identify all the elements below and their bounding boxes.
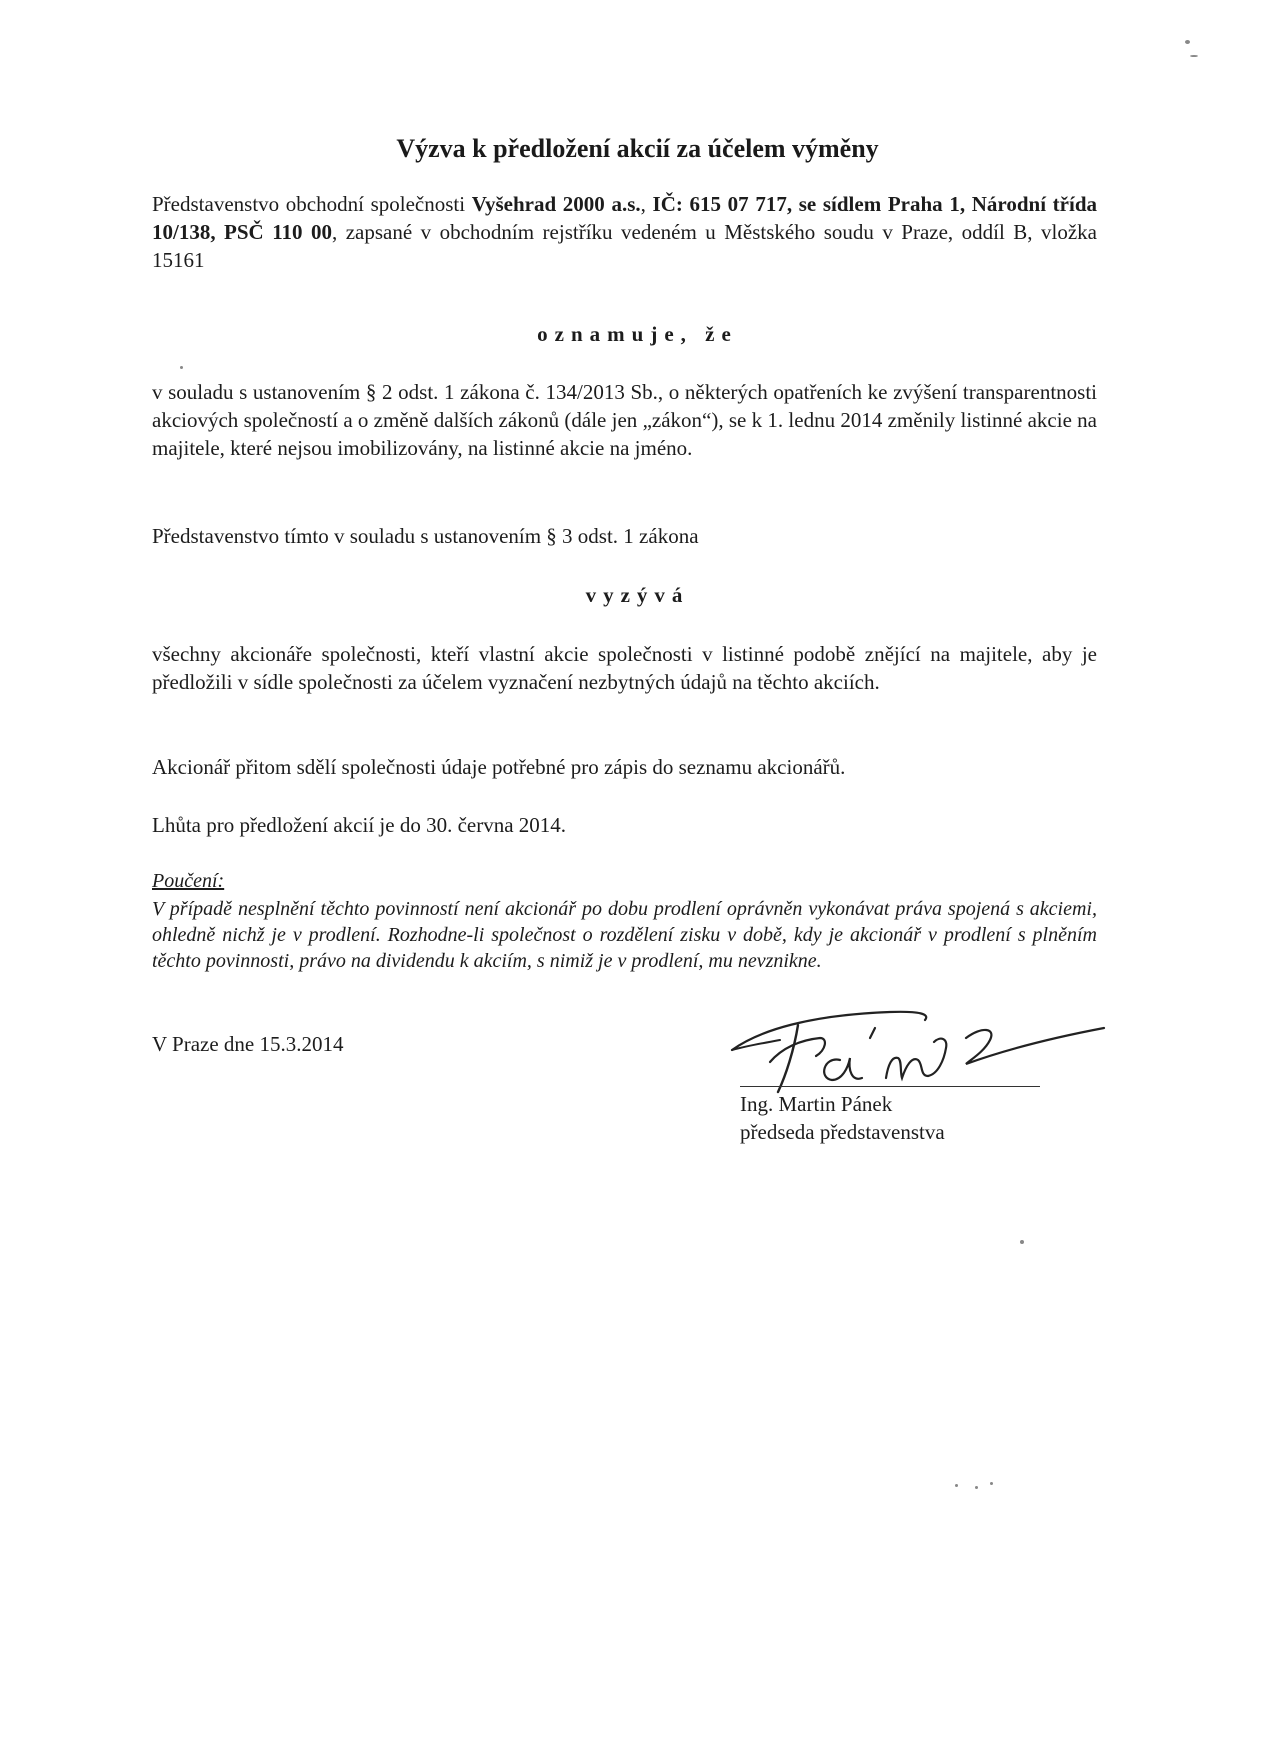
scan-speck (1190, 55, 1198, 57)
paragraph-board: Představenstvo tímto v souladu s ustanovením § 3 odst. 1 zákona (152, 524, 699, 548)
company-name: Vyšehrad 2000 a.s. (471, 192, 641, 216)
announces-heading: oznamuje, že (537, 322, 738, 346)
intro-text-3: , zapsané v obchodním rejstříku vedeném u Městského soudu v Praze, oddíl B, vložka 15161 (152, 220, 1097, 272)
paragraph-deadline: Lhůta pro předložení akcií je do 30. června 2014. (152, 813, 567, 837)
intro-text-1: Představenstvo obchodní společnosti (152, 192, 472, 216)
place-date: V Praze dne 15.3.2014 (152, 1032, 344, 1056)
signer-name: Ing. Martin Pánek (740, 1092, 893, 1116)
notice-text: V případě nesplnění těchto povinností není akcionář po dobu prodlení oprávněn vykonávat práva spojená s akciemi, ohledně nichž je v prodlení. Rozhodne-li společnost o rozdělení zisku v době, kdy je akcionář v prodlení s plněním těchto povinnosti, právo na dividendu k akciím, s nimiž je v prodlení, mu nevznikne. (152, 898, 1097, 972)
calls-heading: vyzývá (585, 583, 690, 607)
notice-heading: Poučení: (152, 870, 225, 892)
intro-text-2: , (640, 192, 653, 216)
scan-speck (990, 1482, 993, 1485)
scan-speck (1185, 40, 1190, 44)
scan-speck (975, 1486, 978, 1489)
scan-speck (180, 366, 183, 369)
scan-speck (1020, 1240, 1024, 1244)
signer-role: předseda představenstva (740, 1120, 945, 1144)
paragraph-law: v souladu s ustanovením § 2 odst. 1 zákona č. 134/2013 Sb., o některých opatřeních ke zvýšení transparentnosti akciových společností a o změně dalších zákonů (dále jen „zákon“), se k 1. lednu 2014 změnily listinné akcie na majitele, které nejsou imobilizovány, na listinné akcie na jméno. (152, 380, 1097, 460)
intro-paragraph (152, 190, 1097, 274)
signer-block (740, 1090, 945, 1146)
scan-speck (955, 1484, 958, 1487)
signature-line (740, 1086, 1040, 1087)
paragraph-register: Akcionář přitom sdělí společnosti údaje potřebné pro zápis do seznamu akcionářů. (152, 755, 846, 779)
company-id-address: IČ: 615 07 717, se sídlem Praha 1, Národní třída 10/138, PSČ 110 00 (152, 192, 1098, 244)
document-title: Výzva k předložení akcií za účelem výměny (396, 134, 879, 163)
paragraph-shareholders: všechny akcionáře společnosti, kteří vlastní akcie společnosti v listinné podobě znějící na majitele, aby je předložili v sídle společnosti za účelem vyznačení nezbytných údajů na těchto akciích. (152, 642, 1097, 694)
